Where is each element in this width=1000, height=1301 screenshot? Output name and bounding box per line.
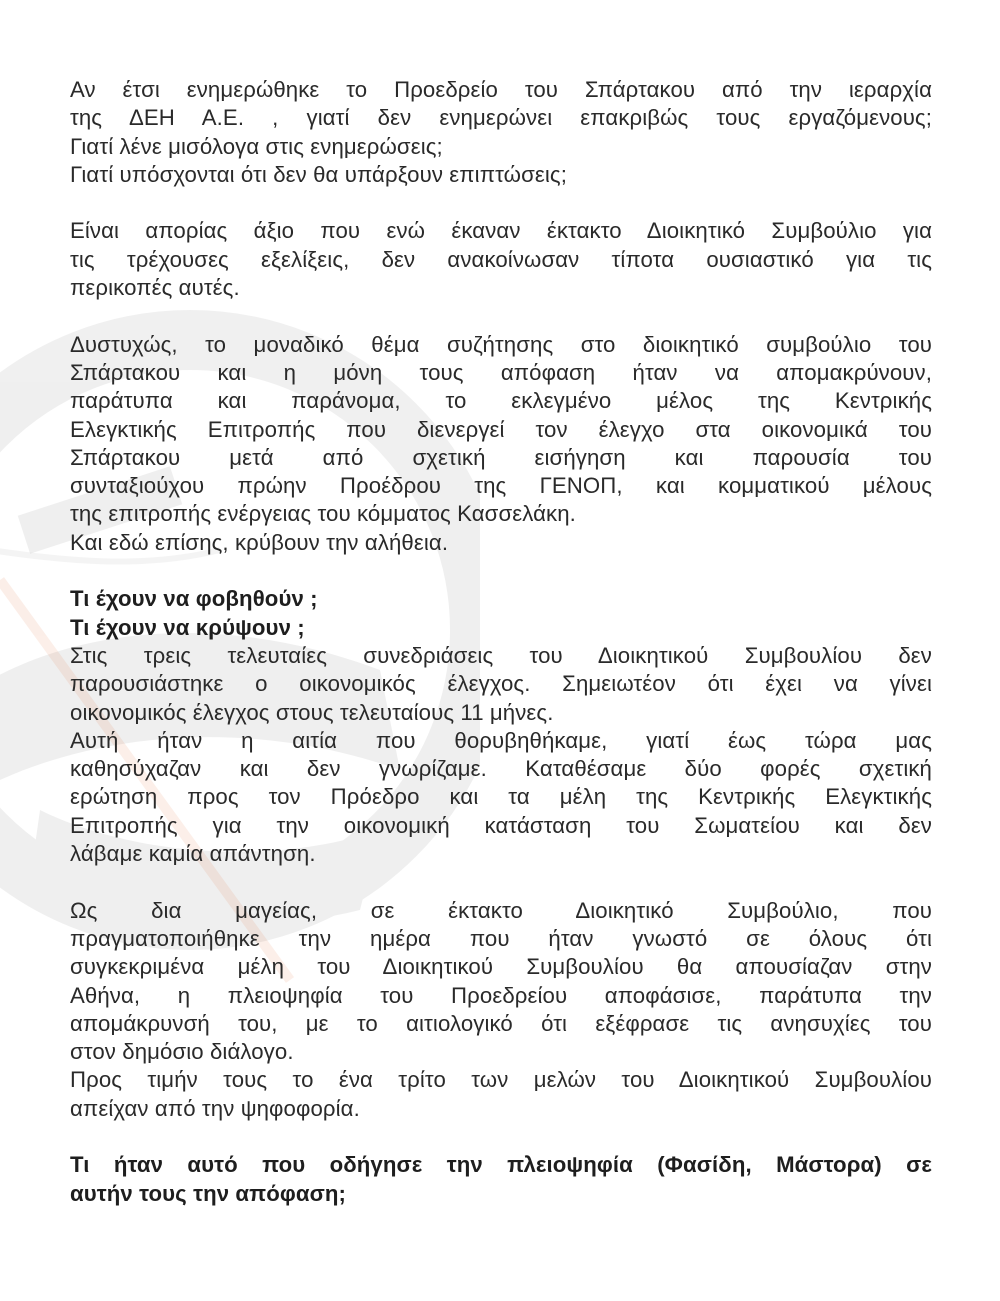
text-line: της επιτροπής ενέργειας του κόμματος Κασσελάκη. bbox=[70, 501, 576, 527]
paragraph-3 bbox=[70, 331, 932, 557]
text-line: απείχαν από την ψηφοφορία. bbox=[70, 1095, 360, 1121]
section-heading-1 bbox=[70, 585, 932, 642]
text-line: Αθήνα, η πλειοψηφία του Προεδρείου αποφάσισε, παράτυπα την bbox=[70, 982, 932, 1008]
text-line: συγκεκριμένα μέλη του Διοικητικού Συμβουλίου θα απουσίαζαν στην bbox=[70, 954, 932, 980]
text-line: στον δημόσιο διάλογο. bbox=[70, 1039, 294, 1065]
text-line: ερώτηση προς τον Πρόεδρο και τα μέλη της Κεντρικής Ελεγκτικής bbox=[70, 784, 932, 810]
text-line: Σπάρτακου και η μόνη τους απόφαση ήταν να απομακρύνουν, bbox=[70, 359, 932, 385]
text-line: Σπάρτακου μετά από σχετική εισήγηση και παρουσία του bbox=[70, 444, 932, 470]
heading-line: Τι έχουν να φοβηθούν ; bbox=[70, 586, 318, 612]
text-line: Στις τρεις τελευταίες συνεδριάσεις του Διοικητικού Συμβουλίου δεν bbox=[70, 642, 932, 668]
document-body bbox=[70, 76, 932, 1208]
text-line: πραγματοποιήθηκε την ημέρα που ήταν γνωστό σε όλους ότι bbox=[70, 925, 932, 951]
text-line: Γιατί υπόσχονται ότι δεν θα υπάρξουν επιπτώσεις; bbox=[70, 161, 567, 187]
section-heading-2 bbox=[70, 1151, 932, 1208]
heading-line: Τι ήταν αυτό που οδήγησε την πλειοψηφία (Φασίδη, Μάστορα) σε bbox=[70, 1152, 932, 1178]
text-line: Γιατί λένε μισόλογα στις ενημερώσεις; bbox=[70, 133, 443, 159]
text-line: συνταξιούχου πρώην Προέδρου της ΓΕΝΟΠ, και κομματικού μέλους bbox=[70, 473, 932, 499]
text-line: απομάκρυνσή του, με το αιτιολογικό ότι εξέφρασε τις ανησυχίες του bbox=[70, 1010, 932, 1036]
text-line: Αν έτσι ενημερώθηκε το Προεδρείο του Σπάρτακου από την ιεραρχία bbox=[70, 77, 932, 102]
text-line: Ως δια μαγείας, σε έκτακτο Διοικητικό Συμβούλιο, που bbox=[70, 897, 932, 923]
text-line: Είναι απορίας άξιο που ενώ έκαναν έκτακτο Διοικητικό Συμβούλιο για bbox=[70, 218, 932, 244]
heading-line: Τι έχουν να κρύψουν ; bbox=[70, 614, 305, 640]
paragraph-2 bbox=[70, 217, 932, 302]
text-line: Δυστυχώς, το μοναδικό θέμα συζήτησης στο διοικητικό συμβούλιο του bbox=[70, 331, 932, 357]
text-line: Αυτή ήταν η αιτία που θορυβηθήκαμε, γιατί έως τώρα μας bbox=[70, 727, 932, 753]
text-line: παράτυπα και παράνομα, το εκλεγμένο μέλος της Κεντρικής bbox=[70, 388, 932, 414]
text-line: παρουσιάστηκε ο οικονομικός έλεγχος. Σημειωτέον ότι έχει να γίνει bbox=[70, 671, 932, 697]
text-line: τις τρέχουσες εξελίξεις, δεν ανακοίνωσαν τίποτα ουσιαστικό για τις bbox=[70, 246, 932, 272]
text-line: Επιτροπής για την οικονομική κατάσταση του Σωματείου και δεν bbox=[70, 812, 932, 838]
text-line: Ελεγκτικής Επιτροπής που διενεργεί τον έλεγχο στα οικονομικά του bbox=[70, 416, 932, 442]
text-line: Προς τιμήν τους το ένα τρίτο των μελών του Διοικητικού Συμβουλίου bbox=[70, 1067, 932, 1093]
text-line: καθησύχαζαν και δεν γνωρίζαμε. Καταθέσαμε δύο φορές σχετική bbox=[70, 756, 932, 782]
text-line: οικονομικός έλεγχος στους τελευταίους 11 μήνες. bbox=[70, 699, 554, 725]
paragraph-1 bbox=[70, 76, 932, 189]
heading-line: αυτήν τους την απόφαση; bbox=[70, 1180, 347, 1206]
text-line: της ΔΕΗ Α.Ε. , γιατί δεν ενημερώνει επακριβώς τους εργαζόμενους; bbox=[70, 105, 932, 131]
text-line: περικοπές αυτές. bbox=[70, 275, 240, 301]
text-line: Και εδώ επίσης, κρύβουν την αλήθεια. bbox=[70, 529, 449, 555]
text-line: λάβαμε καμία απάντηση. bbox=[70, 841, 316, 867]
paragraph-4 bbox=[70, 642, 932, 868]
paragraph-5 bbox=[70, 897, 932, 1123]
